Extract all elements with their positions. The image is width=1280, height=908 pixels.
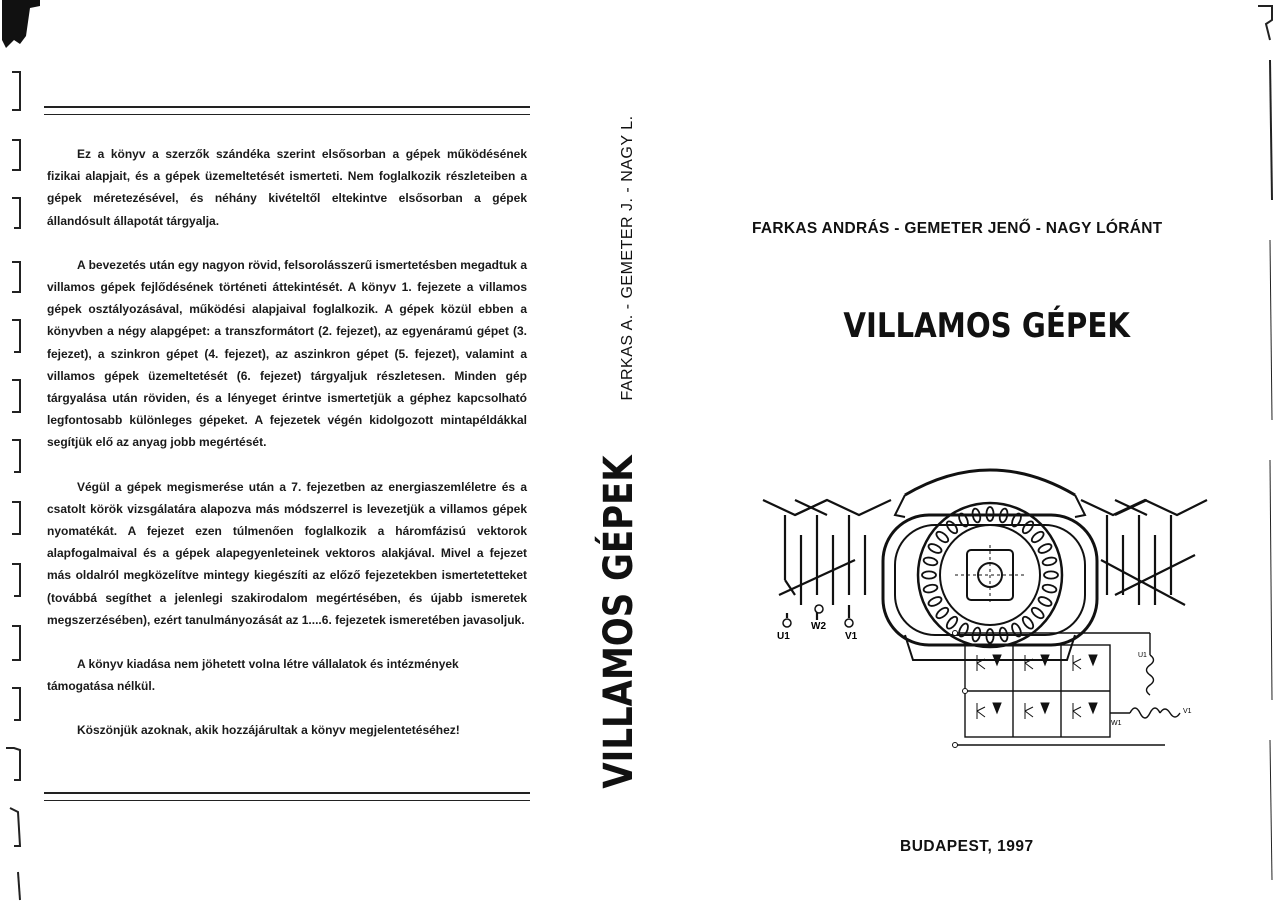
stator-slot <box>923 584 938 594</box>
back-cover <box>0 0 580 908</box>
blurb-paragraph: A bevezetés után egy nagyon rövid, felsorolásszerű ismertetésben megadtuk a villamos gépek fejlődésének történeti áttekintését. A könyv 1. fejezete a villamos gépek osztályozásával, működési alapjaival foglalkozik. A gépek közül ebben a könyvben a négy alapgépet: a transzformátort (2. fejezet), az egyenáramú gépet (3. fejezet), a szinkron gépet (4. fejezet), az aszinkron gépet (5. fejezet), valamint a villamos gépek üzemeltetését (6. fejezet) tárgyaljuk részletesen. Minden gép tárgyalása után röviden, és a lényeget érintve ismertetjük a géphez kapcsolható legfontosabb különleges gépeket. A fejezetek végén kidolgozott mintapéldákkal segítjük elő az anyag jobb megértését. <box>47 257 527 450</box>
stator-slot <box>1042 556 1057 566</box>
stator-slot <box>945 520 959 535</box>
stator-slot <box>935 606 950 620</box>
right-edge-marks <box>1252 0 1280 908</box>
spine-title-text: VILLAMOS GÉPEK <box>596 455 642 789</box>
inverter-label-w1: W1 <box>1111 720 1122 727</box>
spine-authors: FARKAS A. - GEMETER J. - NAGY L. <box>619 115 636 401</box>
back-cover-text <box>47 143 527 742</box>
stator-slot <box>923 556 938 566</box>
binding-marks <box>0 0 40 908</box>
stator-slot <box>1037 542 1053 555</box>
stator-slot <box>1037 595 1053 608</box>
stator-slot <box>935 530 950 544</box>
inverter-label-u1: U1 <box>1138 652 1147 659</box>
bottom-rule <box>44 792 530 801</box>
stator-slot <box>927 595 943 608</box>
stator-slot <box>1021 615 1035 630</box>
blurb-paragraph: Ez a könyv a szerzők szándéka szerint elsősorban a gépek működésének fizikai alapjait, és a gépek üzemeltetését ismerteti. Nem foglalkozik részleteiben a gépek méretezésével, és néhány kivételtől eltekintve elsősorban a gépek állandósult állapotát tárgyalja. <box>47 147 527 228</box>
front-title-text: VILLAMOS GÉPEK <box>843 306 1130 346</box>
stator-slot <box>927 542 943 555</box>
label-w2: W2 <box>811 621 826 632</box>
stator-slot <box>1044 571 1058 578</box>
place-year: BUDAPEST, 1997 <box>900 838 1034 855</box>
label-u1: U1 <box>777 631 790 642</box>
front-title <box>820 306 1140 346</box>
blurb-paragraph: Köszönjük azoknak, akik hozzájárultak a könyv megjelentetéséhez! <box>77 723 460 738</box>
label-v1: V1 <box>845 631 858 642</box>
stator-slot <box>945 615 959 630</box>
blurb-paragraph: A könyv kiadása nem jöhetett volna létre vállalatok és intézmények támogatása nélkül. <box>47 657 459 694</box>
stator-slot <box>1042 584 1057 594</box>
stator-slot <box>1030 606 1045 620</box>
front-authors: FARKAS ANDRÁS - GEMETER JENŐ - NAGY LÓRÁNT <box>752 220 1163 237</box>
spine-title <box>596 426 642 818</box>
top-rule <box>44 106 530 115</box>
stator-slot <box>1030 530 1045 544</box>
stator-slot <box>1021 520 1035 535</box>
machine-illustration <box>755 455 1215 755</box>
inverter-label-v1: V1 <box>1183 708 1192 715</box>
blurb-paragraph: Végül a gépek megismerése után a 7. fejezetben az energiaszemléletre és a csatolt körök vizsgálatára alapozva más módszerrel is levezetjük a villamos gépek nyomatékát. A fejezet ezen túlmenően foglalkozik a háromfázisú vektorok alapfogalmaival és a gépek alapegyenleteinek vektoros alakjával. Mivel a fejezet más oldalról megközelítve mintegy kiegészíti az előző fejezetekben ismertetetteket (továbbá segíthet a jelenlegi szakirodalom megértésében, és újabb ismeretek megszerzésében), ezért tanulmányozását az 1....6. fejezetek ismeretében javasoljuk. <box>47 479 527 627</box>
front-cover <box>670 0 1280 908</box>
stator-slot <box>922 571 936 578</box>
